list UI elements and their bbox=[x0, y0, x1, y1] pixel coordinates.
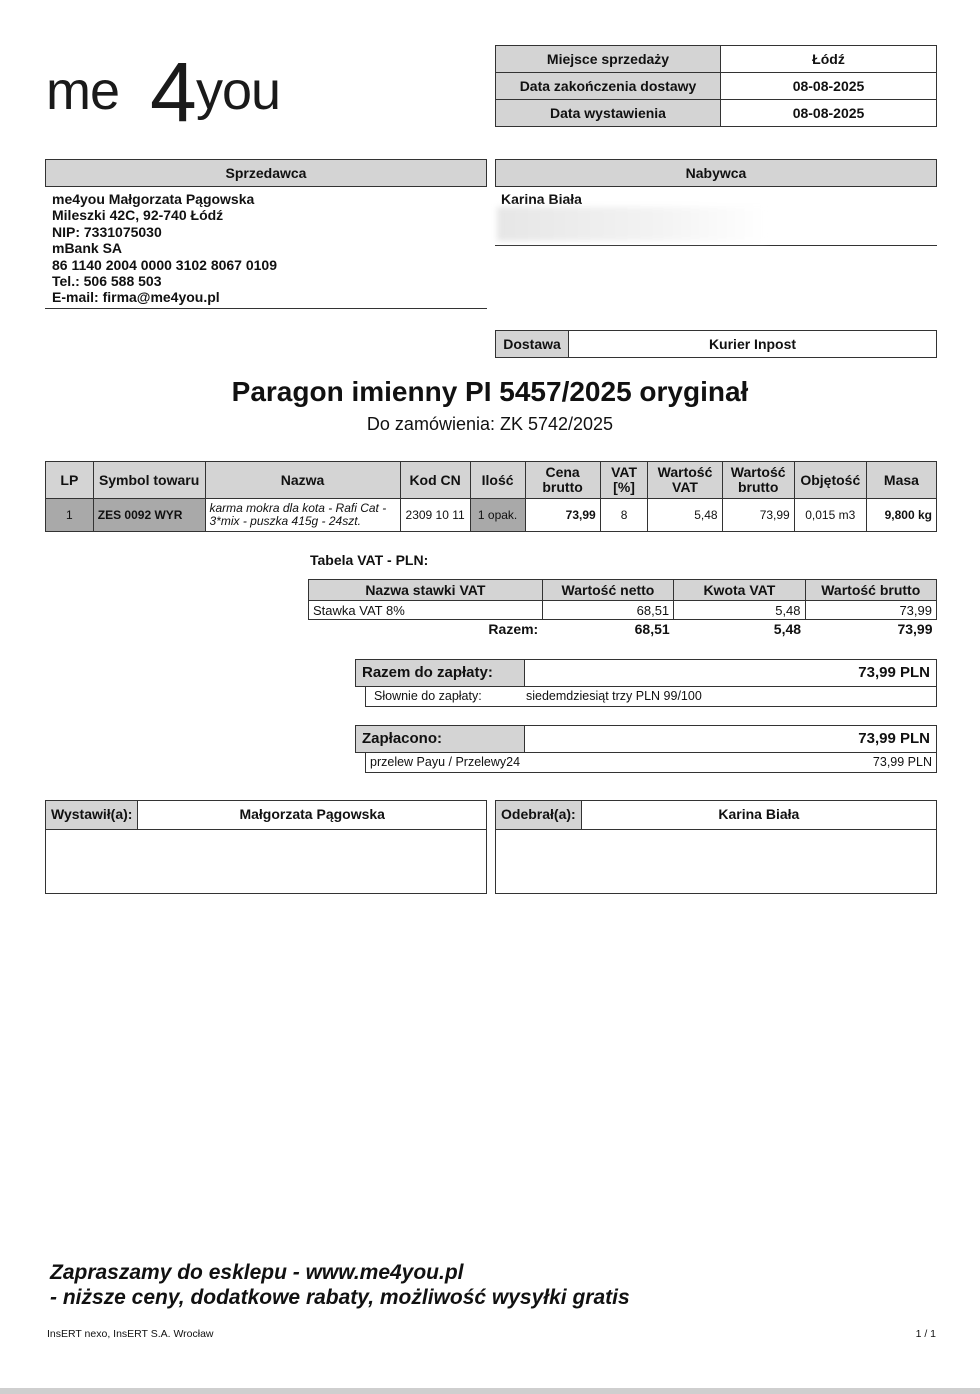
info-value: 08-08-2025 bbox=[721, 100, 937, 127]
logo-text-you: you bbox=[196, 61, 281, 121]
vat-rate-name: Stawka VAT 8% bbox=[309, 601, 543, 620]
order-reference: Do zamówienia: ZK 5742/2025 bbox=[366, 414, 614, 434]
vat-rate-gross: 73,99 bbox=[805, 601, 936, 620]
cell-lp: 1 bbox=[46, 499, 94, 532]
vat-header-row bbox=[309, 580, 937, 601]
amount-in-words bbox=[365, 687, 937, 707]
issued-by-name: Małgorzata Pągowska bbox=[239, 806, 385, 822]
cell-name: karma mokra dla kota - Rafi Cat - 3*mix - puszka 415g - 24szt. bbox=[205, 499, 400, 532]
to-pay-value: 73,99 PLN bbox=[525, 659, 937, 687]
info-row-place bbox=[496, 46, 937, 73]
total-to-pay bbox=[355, 659, 937, 707]
cell-vat-value: 5,48 bbox=[648, 499, 722, 532]
cell-qty: 1 opak. bbox=[470, 499, 525, 532]
document-title: Paragon imienny PI 5457/2025 oryginał bbox=[231, 376, 749, 407]
issued-by-label: Wystawił(a): bbox=[46, 801, 138, 829]
cell-volume: 0,015 m3 bbox=[794, 499, 866, 532]
seller-line: 86 1140 2004 0000 3102 8067 0109 bbox=[52, 256, 278, 273]
buyer-section bbox=[495, 159, 937, 246]
cell-mass: 9,800 kg bbox=[866, 499, 936, 532]
col-name: Nazwa bbox=[205, 462, 400, 499]
to-pay-label: Razem do zapłaty: bbox=[355, 659, 525, 687]
payment-method-row bbox=[365, 753, 937, 773]
logo-text-4: 4 bbox=[150, 45, 196, 139]
vat-col-gross: Wartość brutto bbox=[805, 580, 936, 601]
delivery-label: Dostawa bbox=[496, 331, 569, 358]
buyer-heading: Nabywca bbox=[495, 159, 937, 187]
received-by-box bbox=[495, 800, 937, 894]
seller-line: mBank SA bbox=[52, 240, 123, 257]
paid-section bbox=[355, 725, 937, 773]
seller-details bbox=[45, 187, 487, 309]
vat-col-name: Nazwa stawki VAT bbox=[309, 580, 543, 601]
seller-section bbox=[45, 159, 487, 309]
cell-vat: 8 bbox=[600, 499, 648, 532]
col-qty: Ilość bbox=[470, 462, 525, 499]
vat-table bbox=[308, 579, 937, 638]
seller-line: Mileszki 42C, 92-740 Łódź bbox=[52, 207, 224, 224]
page-number: 1 / 1 bbox=[915, 1328, 936, 1340]
sale-info-table bbox=[495, 45, 937, 127]
vat-col-vat: Kwota VAT bbox=[674, 580, 805, 601]
cell-gross: 73,99 bbox=[722, 499, 794, 532]
delivery-value: Kurier Inpost bbox=[569, 331, 937, 358]
payment-method: przelew Payu / Przelewy24 bbox=[370, 755, 521, 769]
seller-heading: Sprzedawca bbox=[45, 159, 487, 187]
vat-sum-net: 68,51 bbox=[634, 621, 670, 637]
paid-label: Zapłacono: bbox=[355, 725, 525, 753]
footer-software: InsERT nexo, InsERT S.A. Wrocław bbox=[47, 1328, 214, 1340]
col-symbol: Symbol towaru bbox=[93, 462, 205, 499]
received-by-name: Karina Biała bbox=[718, 806, 800, 822]
promo-line-1: Zapraszamy do esklepu - www.me4you.pl bbox=[50, 1261, 464, 1284]
received-by-label: Odebrał(a): bbox=[496, 801, 582, 829]
items-table bbox=[45, 461, 937, 532]
info-label: Data wystawienia bbox=[496, 100, 721, 127]
vat-sum-vat: 5,48 bbox=[773, 621, 802, 637]
logo-text-me: me bbox=[46, 61, 120, 121]
payment-amount: 73,99 PLN bbox=[872, 755, 932, 769]
vat-table-label: Tabela VAT - PLN: bbox=[310, 552, 429, 568]
vat-rate-vat: 5,48 bbox=[674, 601, 805, 620]
cell-cn: 2309 10 11 bbox=[400, 499, 470, 532]
company-logo bbox=[46, 45, 286, 142]
bottom-edge bbox=[0, 1388, 980, 1394]
promo-line-2: - niższe ceny, dodatkowe rabaty, możliwość wysyłki gratis bbox=[50, 1286, 630, 1309]
col-lp: LP bbox=[46, 462, 94, 499]
col-vat-value: Wartość VAT bbox=[648, 462, 722, 499]
seller-line: Tel.: 506 588 503 bbox=[52, 273, 162, 290]
vat-rate-net: 68,51 bbox=[542, 601, 673, 620]
info-value: 08-08-2025 bbox=[721, 73, 937, 100]
info-value: Łódź bbox=[721, 46, 937, 73]
words-label: Słownie do zapłaty: bbox=[374, 689, 482, 703]
seller-line: NIP: 7331075030 bbox=[52, 223, 162, 240]
words-value: siedemdziesiąt trzy PLN 99/100 bbox=[526, 689, 702, 703]
info-row-issue-date bbox=[496, 100, 937, 127]
cell-symbol: ZES 0092 WYR bbox=[93, 499, 205, 532]
promo-text bbox=[50, 1260, 630, 1310]
col-price: Cena brutto bbox=[525, 462, 600, 499]
vat-sum-gross: 73,99 bbox=[897, 621, 933, 637]
col-vat: VAT [%] bbox=[600, 462, 648, 499]
buyer-name: Karina Biała bbox=[501, 191, 582, 207]
buyer-details bbox=[495, 187, 937, 246]
col-gross: Wartość brutto bbox=[722, 462, 794, 499]
col-cn: Kod CN bbox=[400, 462, 470, 499]
redacted-address bbox=[497, 207, 767, 241]
seller-line: me4you Małgorzata Pągowska bbox=[52, 191, 255, 207]
info-row-delivery-date bbox=[496, 73, 937, 100]
table-row bbox=[46, 499, 937, 532]
paid-value: 73,99 PLN bbox=[525, 725, 937, 753]
seller-line: E-mail: firma@me4you.pl bbox=[52, 289, 220, 306]
vat-sum-label: Razem: bbox=[488, 621, 539, 637]
issued-by-box bbox=[45, 800, 487, 894]
vat-col-net: Wartość netto bbox=[542, 580, 673, 601]
info-label: Miejsce sprzedaży bbox=[496, 46, 721, 73]
col-mass: Masa bbox=[866, 462, 936, 499]
items-header-row bbox=[46, 462, 937, 499]
info-label: Data zakończenia dostawy bbox=[496, 73, 721, 100]
vat-sum-row bbox=[309, 620, 937, 639]
delivery-table bbox=[495, 330, 937, 358]
cell-price: 73,99 bbox=[525, 499, 600, 532]
col-volume: Objętość bbox=[794, 462, 866, 499]
table-row bbox=[309, 601, 937, 620]
